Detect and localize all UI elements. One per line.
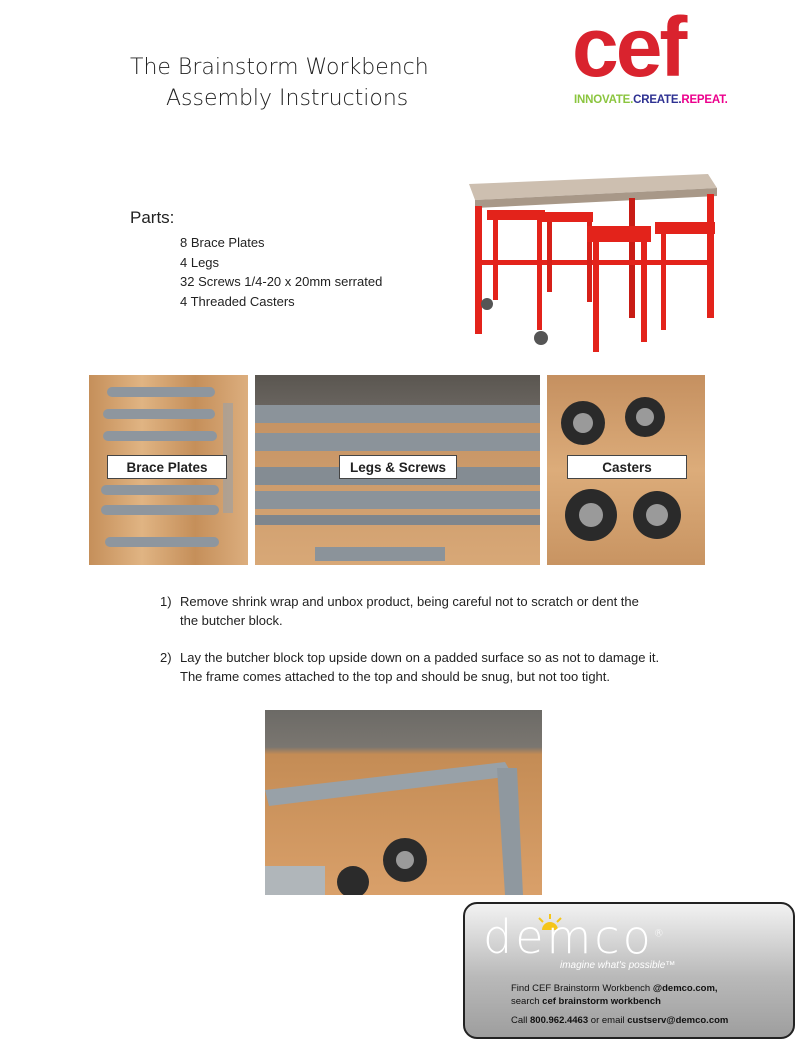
- demco-tagline: imagine what's possible™: [560, 960, 676, 971]
- step-item: [160, 648, 680, 686]
- tagline-innovate: INNOVATE.: [574, 94, 634, 106]
- tagline-create: CREATE.: [633, 94, 682, 106]
- step-number: 1): [160, 594, 172, 609]
- parts-item: 8 Brace Plates: [180, 235, 265, 250]
- demco-site-link[interactable]: @demco.com,: [652, 983, 718, 994]
- casters-label: Casters: [567, 455, 687, 479]
- parts-list: [180, 233, 382, 311]
- step-number: 2): [160, 650, 172, 665]
- document-title: [130, 52, 450, 114]
- demco-info-box: [463, 902, 795, 1039]
- cef-tagline: [574, 94, 728, 106]
- assembly-steps: [160, 592, 680, 704]
- parts-item: 32 Screws 1/4-20 x 20mm serrated: [180, 274, 383, 289]
- parts-item: 4 Legs: [180, 254, 220, 270]
- brace-plates-photo: [89, 375, 248, 565]
- registered-mark: ®: [653, 928, 667, 940]
- demco-logo: demco®: [483, 910, 667, 964]
- legs-screws-label: Legs & Screws: [339, 455, 457, 479]
- frame-photo: [265, 710, 542, 895]
- phone-number: 800.962.4463: [530, 1015, 589, 1026]
- casters-photo: [547, 375, 705, 565]
- call-line: Call 800.962.4463 or email custserv@demco.com: [511, 1015, 729, 1026]
- find-line: Find CEF Brainstorm Workbench @demco.com,: [511, 983, 718, 994]
- legs-screws-photo: [255, 375, 540, 565]
- step-item: [160, 592, 680, 630]
- demco-contact: [511, 982, 791, 1027]
- tagline-repeat: REPEAT.: [681, 94, 728, 106]
- brace-plates-label: Brace Plates: [107, 455, 227, 479]
- title-line-1: The Brainstorm Workbench: [130, 55, 429, 80]
- cef-logo: cef: [572, 0, 685, 94]
- title-line-2: Assembly Instructions: [166, 86, 409, 111]
- step-text: Remove shrink wrap and unbox product, being careful not to scratch or dent the the butcher block.: [180, 594, 639, 628]
- workbench-product-image: [455, 160, 725, 360]
- email-link[interactable]: custserv@demco.com: [627, 1015, 729, 1026]
- search-line: search cef brainstorm workbench: [511, 996, 661, 1007]
- parts-heading: Parts:: [130, 208, 175, 227]
- step-text: Lay the butcher block top upside down on a padded surface so as not to damage it. The frame comes attached to the top and should be snug, but not too tight.: [180, 650, 660, 684]
- parts-item: 4 Threaded Casters: [180, 293, 295, 309]
